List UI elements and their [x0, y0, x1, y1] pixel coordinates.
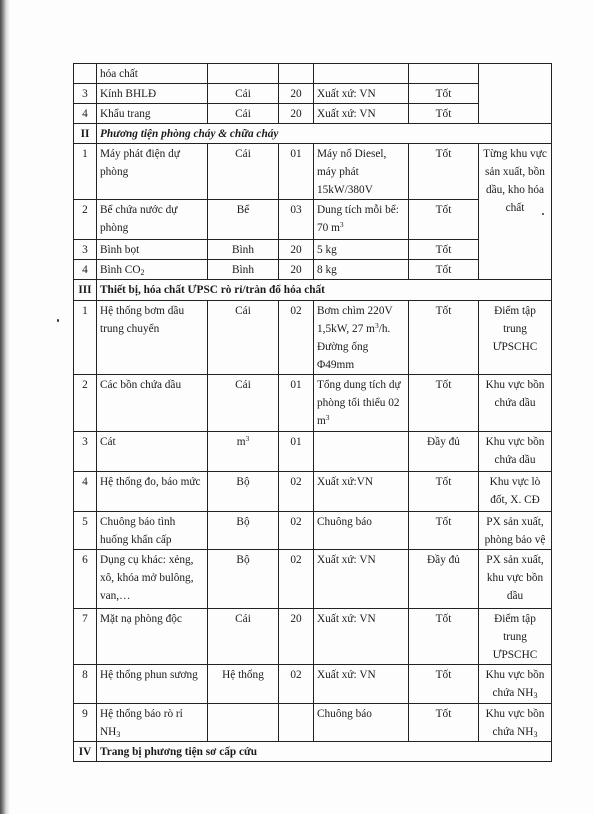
- cell-spec: Xuất xứ: VN: [314, 104, 409, 124]
- cell-name: Hệ thống bơm dầu trung chuyển: [97, 301, 208, 375]
- table-row: [74, 375, 552, 432]
- cell-unit: Bình: [208, 240, 279, 260]
- cell-location: PX sản xuất, khu vực bồn dầu: [479, 550, 552, 609]
- cell-status: Tốt: [409, 240, 479, 260]
- cell-stt: 4: [74, 260, 97, 280]
- cell-unit: Cái: [208, 104, 279, 124]
- cell-stt: 1: [74, 301, 97, 375]
- cell-qty: 20: [279, 609, 314, 665]
- cell-status: Đầy đủ: [409, 432, 479, 472]
- cell-unit: Cái: [208, 301, 279, 375]
- cell-qty: [279, 704, 314, 742]
- cell-spec: Chuông báo: [314, 704, 409, 742]
- section-title: Trang bị phương tiện sơ cấp cứu: [97, 742, 552, 762]
- table-row: [74, 64, 552, 84]
- cell-stt: [74, 64, 97, 84]
- cell-location: Khu vực bồn chứa $NH_3$: [479, 704, 552, 742]
- cell-location: Khu vực bồn chứa dầu: [479, 432, 552, 472]
- cell-name: Hệ thống đo, báo mức: [97, 472, 208, 512]
- scan-speck: [542, 213, 544, 215]
- cell-name: Bể chứa nước dự phòng: [97, 200, 208, 240]
- cell-name: Hệ thống phun sương: [97, 665, 208, 704]
- cell-stt: 3: [74, 84, 97, 104]
- cell-qty: 20: [279, 260, 314, 280]
- cell-qty: 20: [279, 84, 314, 104]
- table-row: [74, 550, 552, 609]
- cell-location: [479, 64, 552, 124]
- cell-status: Tốt: [409, 84, 479, 104]
- cell-location: PX sản xuất, phòng bảo vệ: [479, 512, 552, 550]
- cell-unit: Bộ: [208, 512, 279, 550]
- cell-stt: 2: [74, 375, 97, 432]
- cell-qty: 02: [279, 301, 314, 375]
- cell-status: Tốt: [409, 260, 479, 280]
- cell-unit: Cái: [208, 144, 279, 200]
- cell-status: Tốt: [409, 704, 479, 742]
- cell-stt: 6: [74, 550, 97, 609]
- cell-qty: 02: [279, 665, 314, 704]
- scan-speck: [57, 319, 59, 322]
- cell-status: Tốt: [409, 104, 479, 124]
- cell-spec: Bơm chìm 220V 1,5kW, 27 $m^3/h$. Đường ống Φ49mm: [314, 301, 409, 375]
- cell-unit: Cái: [208, 84, 279, 104]
- cell-spec: Chuông báo: [314, 512, 409, 550]
- cell-spec: Máy nổ Diesel, máy phát 15kW/380V: [314, 144, 409, 200]
- cell-status: Tốt: [409, 609, 479, 665]
- table-row: [74, 301, 552, 375]
- cell-qty: 03: [279, 200, 314, 240]
- cell-name: Các bồn chứa dầu: [97, 375, 208, 432]
- cell-name: Dụng cụ khác: xẻng, xô, khóa mở bulông, van,…: [97, 550, 208, 609]
- cell-stt: 7: [74, 609, 97, 665]
- cell-unit: [208, 64, 279, 84]
- cell-location: Điểm tập trung ƯPSCHC: [479, 301, 552, 375]
- cell-spec: 8 kg: [314, 260, 409, 280]
- table-row: [74, 665, 552, 704]
- cell-qty: 20: [279, 104, 314, 124]
- cell-status: [409, 64, 479, 84]
- cell-unit: Hệ thống: [208, 665, 279, 704]
- cell-spec: Xuất xứ: VN: [314, 550, 409, 609]
- cell-location: Điểm tập trung ƯPSCHC: [479, 609, 552, 665]
- cell-stt: 9: [74, 704, 97, 742]
- cell-status: Tốt: [409, 472, 479, 512]
- cell-name: Chuông báo tình huống khẩn cấp: [97, 512, 208, 550]
- cell-spec: Xuất xứ: VN: [314, 609, 409, 665]
- cell-qty: 20: [279, 240, 314, 260]
- table-row: [74, 144, 552, 200]
- cell-spec: Xuất xứ:VN: [314, 472, 409, 512]
- cell-spec: [314, 64, 409, 84]
- cell-qty: 02: [279, 550, 314, 609]
- cell-status: Tốt: [409, 200, 479, 240]
- cell-unit: Bộ: [208, 472, 279, 512]
- cell-unit: [208, 704, 279, 742]
- cell-status: Tốt: [409, 512, 479, 550]
- cell-qty: 01: [279, 375, 314, 432]
- cell-stt: 2: [74, 200, 97, 240]
- cell-location: Từng khu vực sản xuất, bồn dầu, kho hóa chất: [479, 144, 552, 280]
- cell-name: Bình bọt: [97, 240, 208, 260]
- cell-name: Cát: [97, 432, 208, 472]
- section-header-row: [74, 280, 552, 301]
- table-row: [74, 609, 552, 665]
- cell-unit: Cái: [208, 609, 279, 665]
- cell-unit: Bể: [208, 200, 279, 240]
- cell-unit: Bộ: [208, 550, 279, 609]
- cell-stt: 8: [74, 665, 97, 704]
- table-row: [74, 472, 552, 512]
- cell-name: Máy phát điện dự phòng: [97, 144, 208, 200]
- cell-stt: 4: [74, 104, 97, 124]
- cell-status: Tốt: [409, 144, 479, 200]
- section-number: III: [74, 280, 97, 301]
- cell-name: Bình $CO_2$: [97, 260, 208, 280]
- cell-stt: 5: [74, 512, 97, 550]
- section-header-row: [74, 742, 552, 762]
- section-header-row: [74, 124, 552, 144]
- table-row: [74, 432, 552, 472]
- cell-name: Mặt nạ phòng độc: [97, 609, 208, 665]
- cell-location: Khu vực bồn chứa $NH_3$: [479, 665, 552, 704]
- cell-status: Tốt: [409, 665, 479, 704]
- cell-status: Tốt: [409, 301, 479, 375]
- cell-location: Khu vực bồn chứa dầu: [479, 375, 552, 432]
- cell-qty: 02: [279, 512, 314, 550]
- cell-stt: 1: [74, 144, 97, 200]
- table-row: [74, 512, 552, 550]
- equipment-table: [73, 63, 552, 762]
- section-number: IV: [74, 742, 97, 762]
- cell-qty: 02: [279, 472, 314, 512]
- cell-qty: 01: [279, 432, 314, 472]
- cell-unit: Cái: [208, 375, 279, 432]
- cell-qty: 01: [279, 144, 314, 200]
- cell-unit: Bình: [208, 260, 279, 280]
- cell-spec: Dung tích mỗi bể: 70 $m^3$: [314, 200, 409, 240]
- cell-qty: [279, 64, 314, 84]
- cell-stt: 3: [74, 240, 97, 260]
- cell-name: Khẩu trang: [97, 104, 208, 124]
- cell-name: hóa chất: [97, 64, 208, 84]
- cell-spec: Tổng dung tích dự phòng tối thiểu 02 $m^3$: [314, 375, 409, 432]
- cell-spec: [314, 432, 409, 472]
- cell-name: Hệ thống báo rò rỉ $NH_3$: [97, 704, 208, 742]
- scan-edge-shadow: [0, 0, 10, 814]
- cell-stt: 3: [74, 432, 97, 472]
- cell-location: Khu vực lò đốt, X. CĐ: [479, 472, 552, 512]
- cell-unit: $m^3$: [208, 432, 279, 472]
- cell-spec: 5 kg: [314, 240, 409, 260]
- section-title: Phương tiện phòng cháy & chữa cháy: [97, 124, 552, 144]
- cell-name: Kính BHLĐ: [97, 84, 208, 104]
- cell-status: Đầy đủ: [409, 550, 479, 609]
- cell-status: Tốt: [409, 375, 479, 432]
- cell-spec: Xuất xứ: VN: [314, 84, 409, 104]
- section-number: II: [74, 124, 97, 144]
- cell-stt: 4: [74, 472, 97, 512]
- table-row: [74, 704, 552, 742]
- section-title: Thiết bị, hóa chất ƯPSC rò rỉ/tràn đổ hóa chất: [97, 280, 552, 301]
- cell-spec: Xuất xứ: VN: [314, 665, 409, 704]
